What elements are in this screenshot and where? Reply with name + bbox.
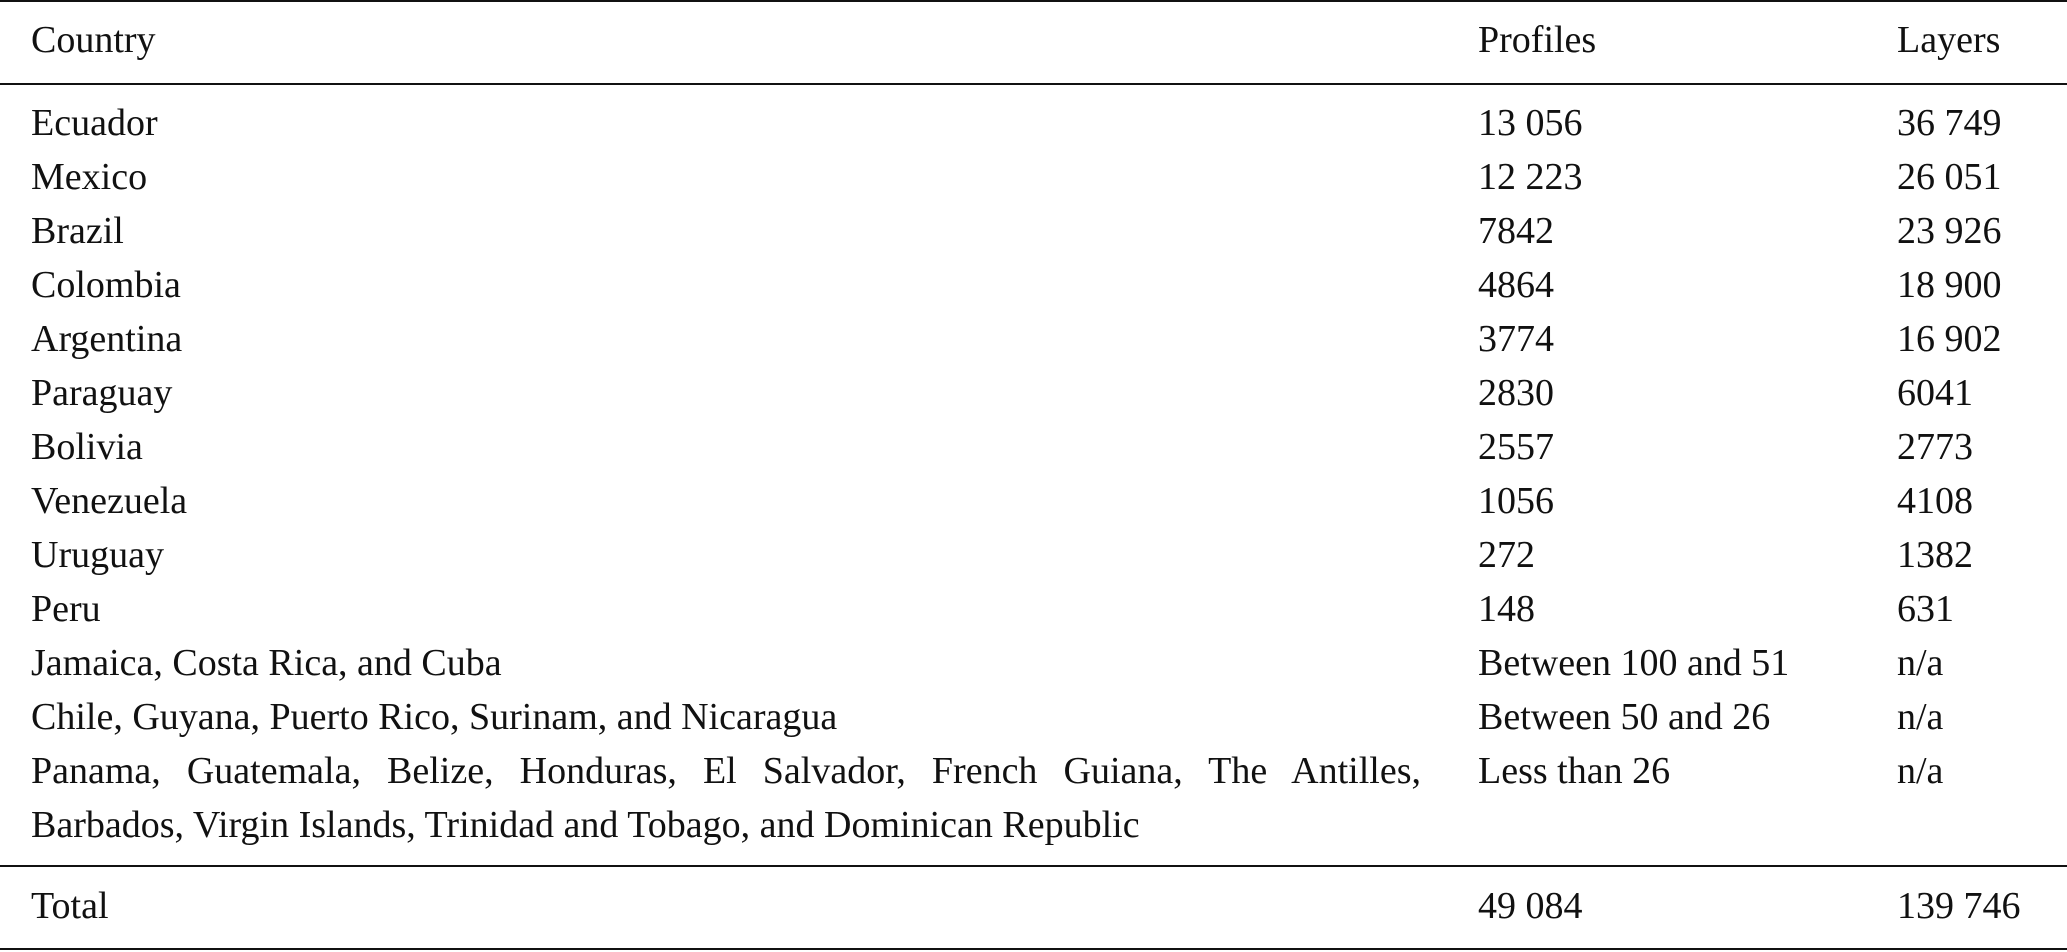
profiles-cell: 3774 xyxy=(1478,318,1554,360)
table-total-rule xyxy=(0,865,2067,867)
country-cell: Uruguay xyxy=(31,534,164,576)
header-country: Country xyxy=(31,19,156,61)
profiles-cell: 2830 xyxy=(1478,372,1554,414)
country-cell: Bolivia xyxy=(31,426,143,468)
layers-cell: 18 900 xyxy=(1897,264,2002,306)
profiles-cell: 272 xyxy=(1478,534,1535,576)
layers-cell: n/a xyxy=(1897,696,1944,738)
layers-cell: 1382 xyxy=(1897,534,1973,576)
table-top-rule xyxy=(0,0,2067,2)
profiles-cell: Less than 26 xyxy=(1478,750,1671,792)
profiles-cell: 4864 xyxy=(1478,264,1554,306)
profiles-cell: 2557 xyxy=(1478,426,1554,468)
country-cell: Colombia xyxy=(31,264,181,306)
layers-cell: 16 902 xyxy=(1897,318,2002,360)
country-cell: Argentina xyxy=(31,318,183,360)
profiles-cell: 1056 xyxy=(1478,480,1554,522)
profiles-cell: 7842 xyxy=(1478,210,1554,252)
total-layers: 139 746 xyxy=(1897,885,2021,927)
layers-cell: 26 051 xyxy=(1897,156,2002,198)
total-label: Total xyxy=(31,885,109,927)
layers-cell: 631 xyxy=(1897,588,1954,630)
layers-cell: 36 749 xyxy=(1897,102,2002,144)
country-cell: Jamaica, Costa Rica, and Cuba xyxy=(31,642,502,684)
country-cell: Venezuela xyxy=(31,480,188,522)
country-cell: Peru xyxy=(31,588,101,630)
table-header-rule xyxy=(0,83,2067,85)
layers-cell: 23 926 xyxy=(1897,210,2002,252)
layers-cell: 2773 xyxy=(1897,426,1973,468)
profiles-cell: Between 50 and 26 xyxy=(1478,696,1771,738)
header-layers: Layers xyxy=(1897,19,2001,61)
profiles-cell: 12 223 xyxy=(1478,156,1583,198)
profiles-cell: 148 xyxy=(1478,588,1535,630)
table-bottom-rule xyxy=(0,948,2067,950)
country-cell: Brazil xyxy=(31,210,124,252)
country-cell: Paraguay xyxy=(31,372,173,414)
layers-cell: n/a xyxy=(1897,750,1944,792)
layers-cell: 4108 xyxy=(1897,480,1973,522)
profiles-cell: 13 056 xyxy=(1478,102,1583,144)
total-profiles: 49 084 xyxy=(1478,885,1583,927)
table-row xyxy=(0,744,2067,852)
header-profiles: Profiles xyxy=(1478,19,1597,61)
country-cell: Mexico xyxy=(31,156,148,198)
country-cell: Ecuador xyxy=(31,102,158,144)
profiles-cell: Between 100 and 51 xyxy=(1478,642,1790,684)
country-cell: Panama, Guatemala, Belize, Honduras, El Salvador, French Guiana, The Antilles, Barbados, Virgin Islands, Trinidad and Tobago, and Dominican Republic xyxy=(31,750,1421,846)
layers-cell: n/a xyxy=(1897,642,1944,684)
country-cell: Chile, Guyana, Puerto Rico, Surinam, and Nicaragua xyxy=(31,696,838,738)
layers-cell: 6041 xyxy=(1897,372,1973,414)
